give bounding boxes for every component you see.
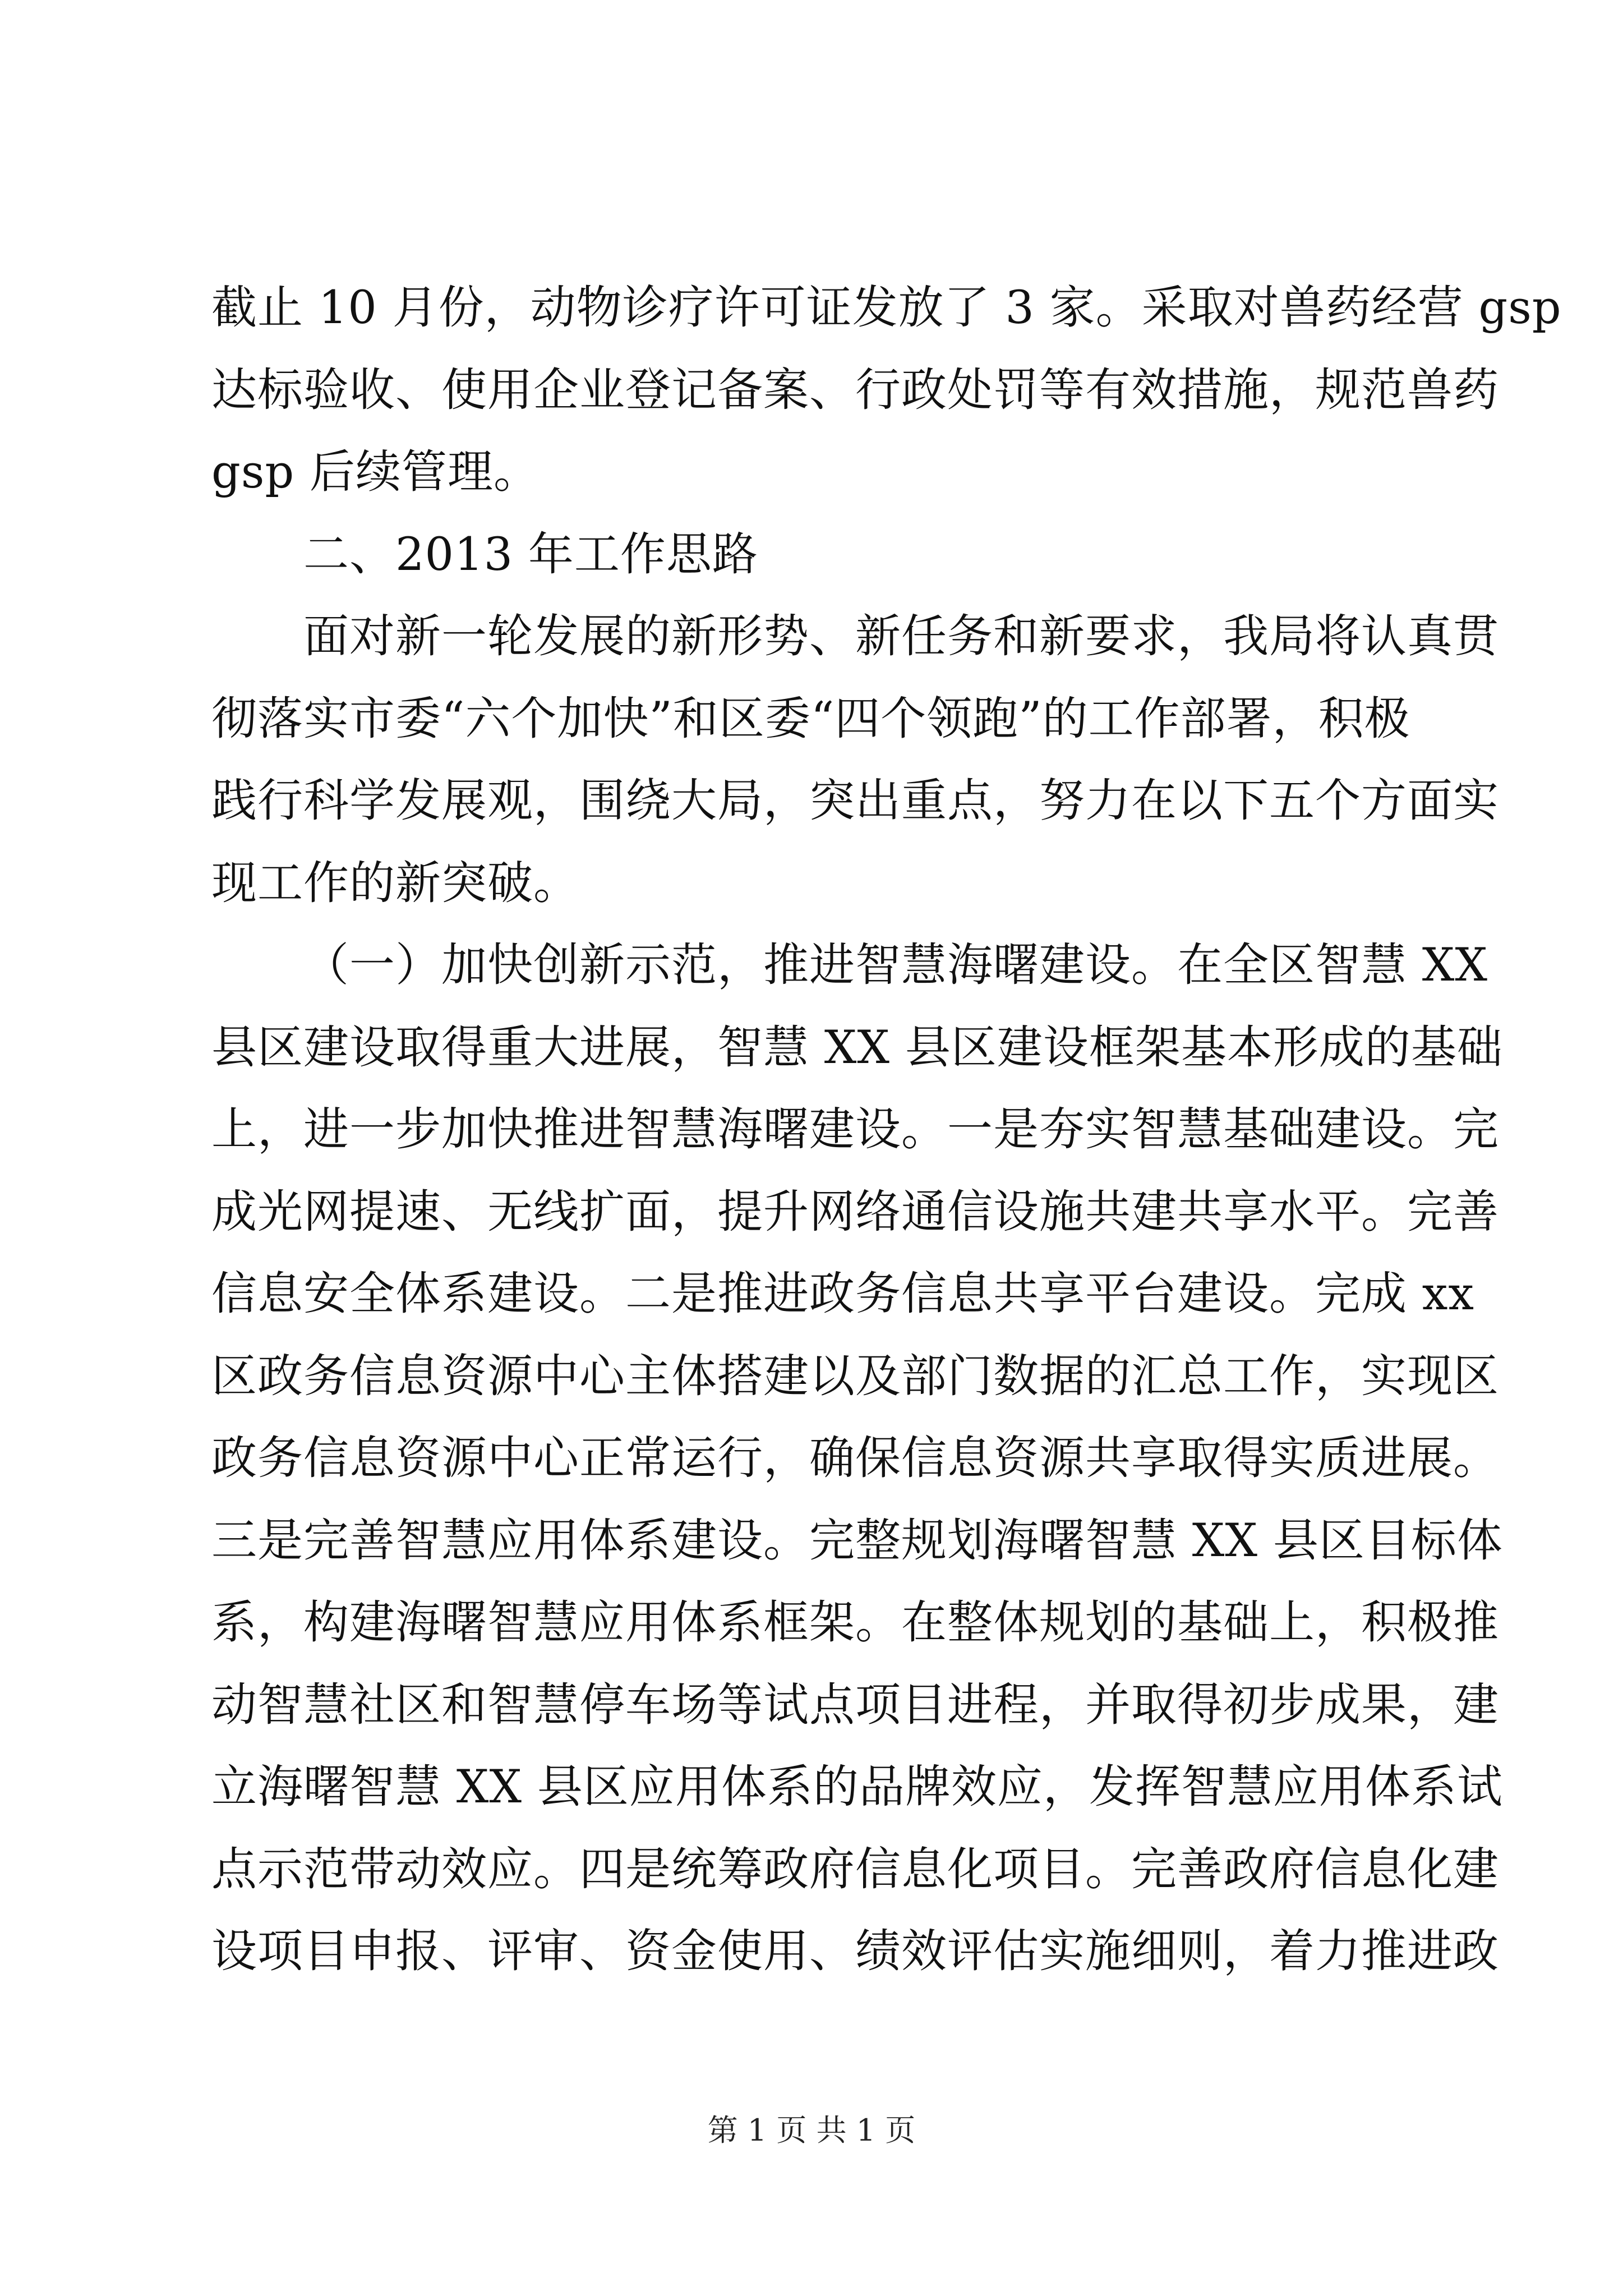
text-line: 信息安全体系建设。二是推进政务信息共享平台建设。完成 xx: [211, 1268, 1475, 1320]
text-line: 区政务信息资源中心主体搭建以及部门数据的汇总工作，实现区: [211, 1350, 1500, 1403]
text-line: 动智慧社区和智慧停车场等试点项目进程，并取得初步成果，建: [211, 1678, 1500, 1732]
text-line: 上，进一步加快推进智慧海曙建设。一是夯实智慧基础建设。完: [211, 1103, 1500, 1156]
subsection-heading-line: （一）加快创新示范，推进智慧海曙建设。在全区智慧 XX: [303, 939, 1488, 992]
text-line: 立海曙智慧 XX 县区应用体系的品牌效应，发挥智慧应用体系试: [211, 1761, 1503, 1814]
text-line: gsp 后续管理。: [211, 446, 540, 499]
text-line: 成光网提速、无线扩面，提升网络通信设施共建共享水平。完善: [211, 1185, 1500, 1239]
text-line: 达标验收、使用企业登记备案、行政处罚等有效措施，规范兽药: [211, 364, 1500, 417]
text-line: 设项目申报、评审、资金使用、绩效评估实施细则，着力推进政: [211, 1925, 1500, 1978]
document-body: [211, 267, 1562, 1993]
page-number-label: 第 1 页 共 1 页: [707, 2113, 916, 2148]
text-line: 彻落实市委“六个加快”和区委“四个领跑”的工作部署，积极: [211, 692, 1410, 746]
text-line: 点示范带动效应。四是统筹政府信息化项目。完善政府信息化建: [211, 1843, 1500, 1896]
text-line: 政务信息资源中心正常运行，确保信息资源共享取得实质进展。: [211, 1432, 1500, 1485]
text-line: 三是完善智慧应用体系建设。完整规划海曙智慧 XX 县区目标体: [211, 1514, 1503, 1567]
section-heading: 二、2013 年工作思路: [303, 528, 758, 581]
text-line: 县区建设取得重大进展，智慧 XX 县区建设框架基本形成的基础: [211, 1021, 1503, 1074]
text-line: 面对新一轮发展的新形势、新任务和新要求，我局将认真贯: [303, 610, 1500, 663]
text-line: 践行科学发展观，围绕大局，突出重点，努力在以下五个方面实: [211, 775, 1500, 827]
page-footer: [0, 2108, 1623, 2153]
text-line: 系，构建海曙智慧应用体系框架。在整体规划的基础上，积极推: [211, 1596, 1500, 1649]
text-line: 截止 10 月份，动物诊疗许可证发放了 3 家。采取对兽药经营 gsp: [211, 282, 1562, 334]
text-line: 现工作的新突破。: [211, 857, 580, 910]
